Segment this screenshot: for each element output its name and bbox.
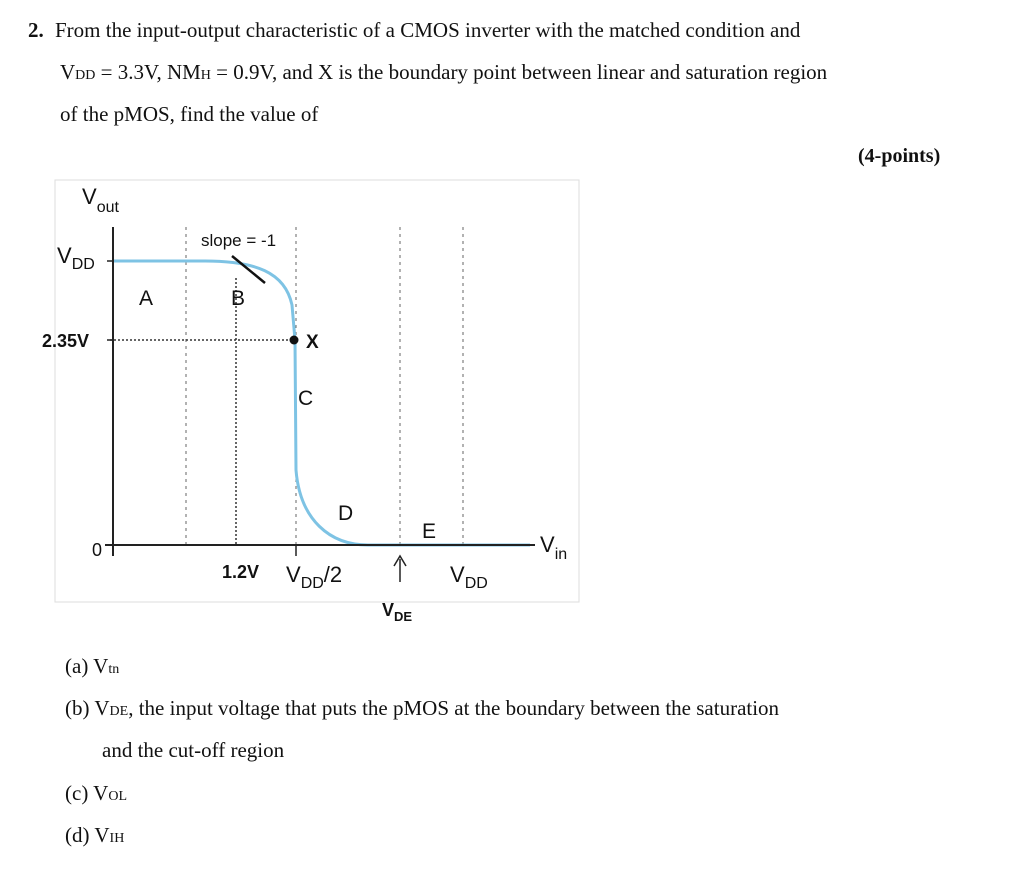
vdd-value-text: = 3.3V, NM: [95, 60, 201, 84]
part-d: (d) VIH: [65, 823, 125, 847]
vdd-subscript: DD: [75, 68, 96, 83]
points-label: (4-points): [858, 145, 941, 167]
slope-label: slope = -1: [201, 231, 277, 250]
region-d-label: D: [338, 502, 354, 525]
transfer-curve: [113, 261, 530, 545]
vde-label: $V_{DE}$: [382, 600, 413, 624]
region-c-label: C: [298, 387, 314, 410]
region-a-label: A: [139, 287, 154, 310]
question-number: 2.: [28, 18, 44, 42]
tick-1p2-label: 1.2V: [222, 562, 260, 582]
region-b-label: B: [231, 287, 246, 310]
vdd-symbol: V: [60, 60, 76, 84]
part-b-continued: and the cut-off region: [102, 738, 285, 762]
part-c: (c) VOL: [65, 781, 128, 805]
figure-border: [55, 180, 579, 602]
part-a: (a) Vtn: [65, 654, 120, 678]
point-x-marker: [290, 336, 299, 345]
question-line-3: of the pMOS, find the value of: [60, 102, 319, 126]
question-intro: From the input-output characteristic of a CMOS inverter with the matched condition and: [55, 18, 801, 42]
region-e-label: E: [422, 520, 437, 543]
nmh-value-text: = 0.9V, and X is the boundary point between linear and saturation region: [210, 60, 828, 84]
nmh-subscript: H: [200, 68, 211, 83]
x-axis-label: $V_{in}$: [540, 532, 568, 563]
vdd-level-label: $V_{DD}$: [57, 243, 95, 273]
level-2p35-label: 2.35V: [42, 331, 90, 351]
tick-vdd2-label: $V_{DD}/2$: [286, 562, 343, 592]
y-axis-label: $V_{out}$: [82, 184, 119, 216]
point-x-label: X: [306, 332, 319, 353]
zero-label: 0: [92, 540, 103, 560]
tick-vdd-label: $V_{DD}$: [450, 562, 488, 592]
part-b: (b) VDE, the input voltage that puts the pMOS at the boundary between the saturation: [65, 696, 780, 720]
